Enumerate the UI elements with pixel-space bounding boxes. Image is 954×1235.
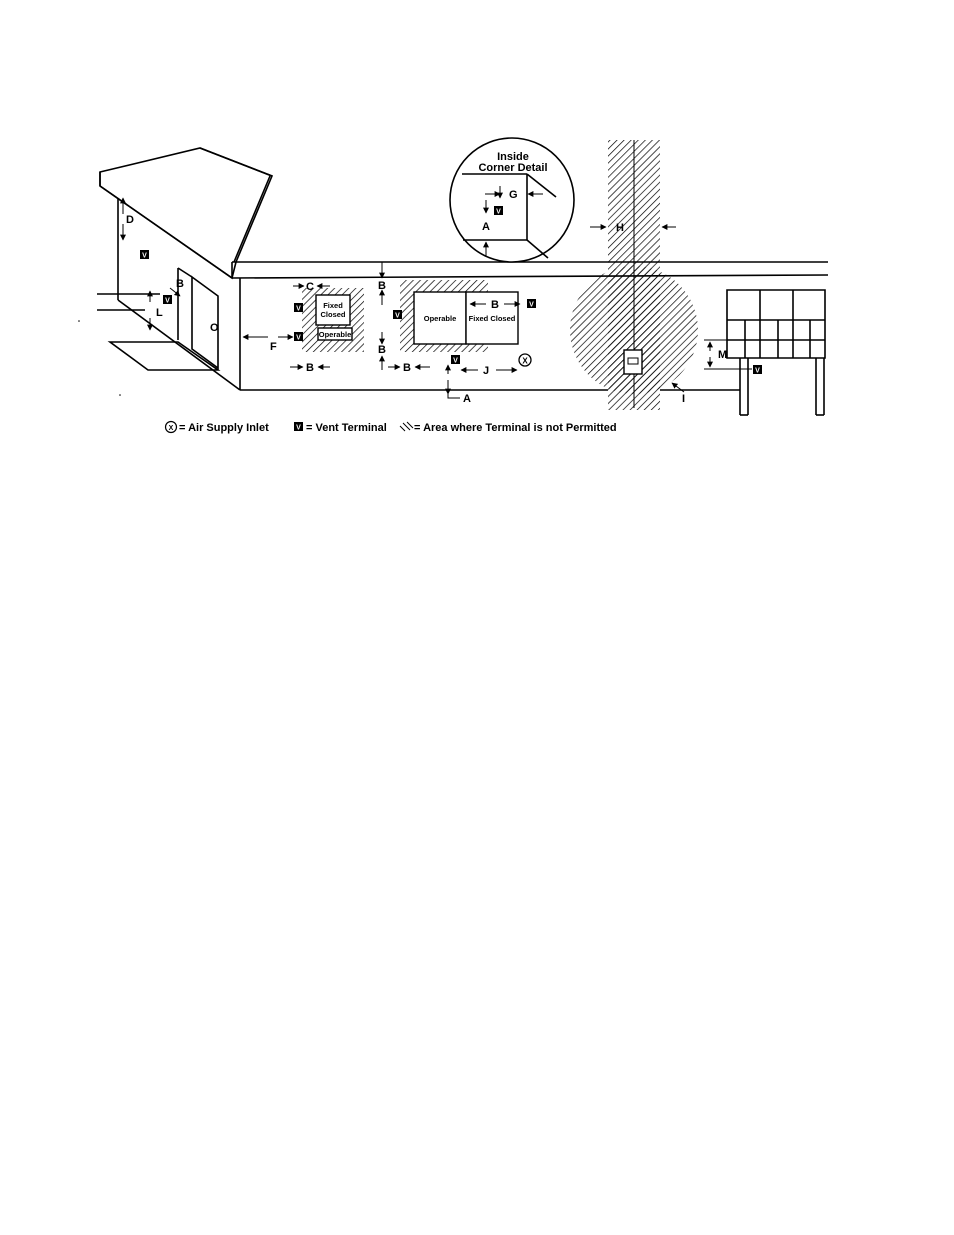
- label-b-top: B: [378, 280, 386, 292]
- vent-terminal-below-window: [451, 355, 460, 365]
- air-supply-inlet: [519, 354, 531, 366]
- vent-terminal-side-wall: [140, 250, 149, 260]
- window-small: [316, 295, 352, 340]
- vent-terminal-window-left: [393, 310, 402, 320]
- label-c: C: [306, 281, 314, 293]
- svg-text:V: V: [296, 334, 301, 342]
- svg-text:V: V: [296, 424, 301, 432]
- inside-corner-detail: [450, 138, 574, 262]
- vent-terminal-near-door: [163, 295, 172, 305]
- label-b-door: B: [176, 278, 184, 290]
- svg-text:V: V: [529, 301, 534, 309]
- operable-label-small: Operable: [318, 330, 352, 339]
- label-l: L: [156, 307, 163, 319]
- inset-title-line1: Inside: [497, 151, 529, 163]
- vent-terminal-c: [294, 303, 303, 313]
- legend-vent-terminal: [294, 422, 387, 434]
- label-m: M: [718, 349, 728, 361]
- svg-text:V: V: [453, 357, 458, 365]
- gas-meter: [624, 350, 642, 374]
- label-b-small-window: B: [306, 362, 314, 374]
- inset-label-g: G: [509, 189, 518, 201]
- legend-air-supply: [166, 422, 270, 435]
- svg-text:V: V: [142, 252, 147, 260]
- closed-label-small: Closed: [320, 310, 346, 319]
- svg-text:X: X: [522, 356, 528, 366]
- vent-terminal-clearance-diagram: [0, 0, 954, 450]
- porch-deck: [727, 290, 825, 415]
- svg-text:V: V: [296, 305, 301, 313]
- vent-terminal-window-right: [527, 299, 536, 309]
- fixed-closed-label-large: Fixed Closed: [468, 314, 516, 323]
- svg-text:V: V: [395, 312, 400, 320]
- legend: [166, 422, 617, 435]
- inset-label-a: A: [482, 221, 490, 233]
- inset-vent-glyph: V: [496, 208, 501, 216]
- label-o: O: [210, 322, 219, 334]
- label-j: J: [483, 365, 490, 377]
- window-large: [414, 292, 518, 344]
- label-d: D: [126, 214, 134, 226]
- legend-not-permitted-text: = Area where Terminal is not Permitted: [414, 422, 617, 434]
- vent-terminal-deck: [753, 365, 762, 375]
- operable-label-large: Operable: [423, 314, 457, 323]
- svg-text:V: V: [755, 367, 760, 375]
- label-b-large-window: B: [403, 362, 411, 374]
- label-b-right: B: [491, 299, 499, 311]
- fixed-label-small: Fixed: [323, 301, 343, 310]
- svg-text:V: V: [165, 297, 170, 305]
- legend-not-permitted: [400, 422, 617, 434]
- label-f: F: [270, 341, 277, 353]
- legend-air-supply-text: = Air Supply Inlet: [179, 422, 269, 434]
- label-a: A: [463, 393, 471, 405]
- label-i: I: [682, 393, 686, 405]
- left-roof: [100, 148, 272, 278]
- svg-text:X: X: [168, 425, 174, 432]
- legend-vent-terminal-text: = Vent Terminal: [306, 422, 387, 434]
- label-h: H: [616, 222, 624, 234]
- inset-title-line2: Corner Detail: [478, 162, 548, 174]
- vent-terminal-f: [294, 332, 303, 342]
- label-b-bottom: B: [378, 344, 386, 356]
